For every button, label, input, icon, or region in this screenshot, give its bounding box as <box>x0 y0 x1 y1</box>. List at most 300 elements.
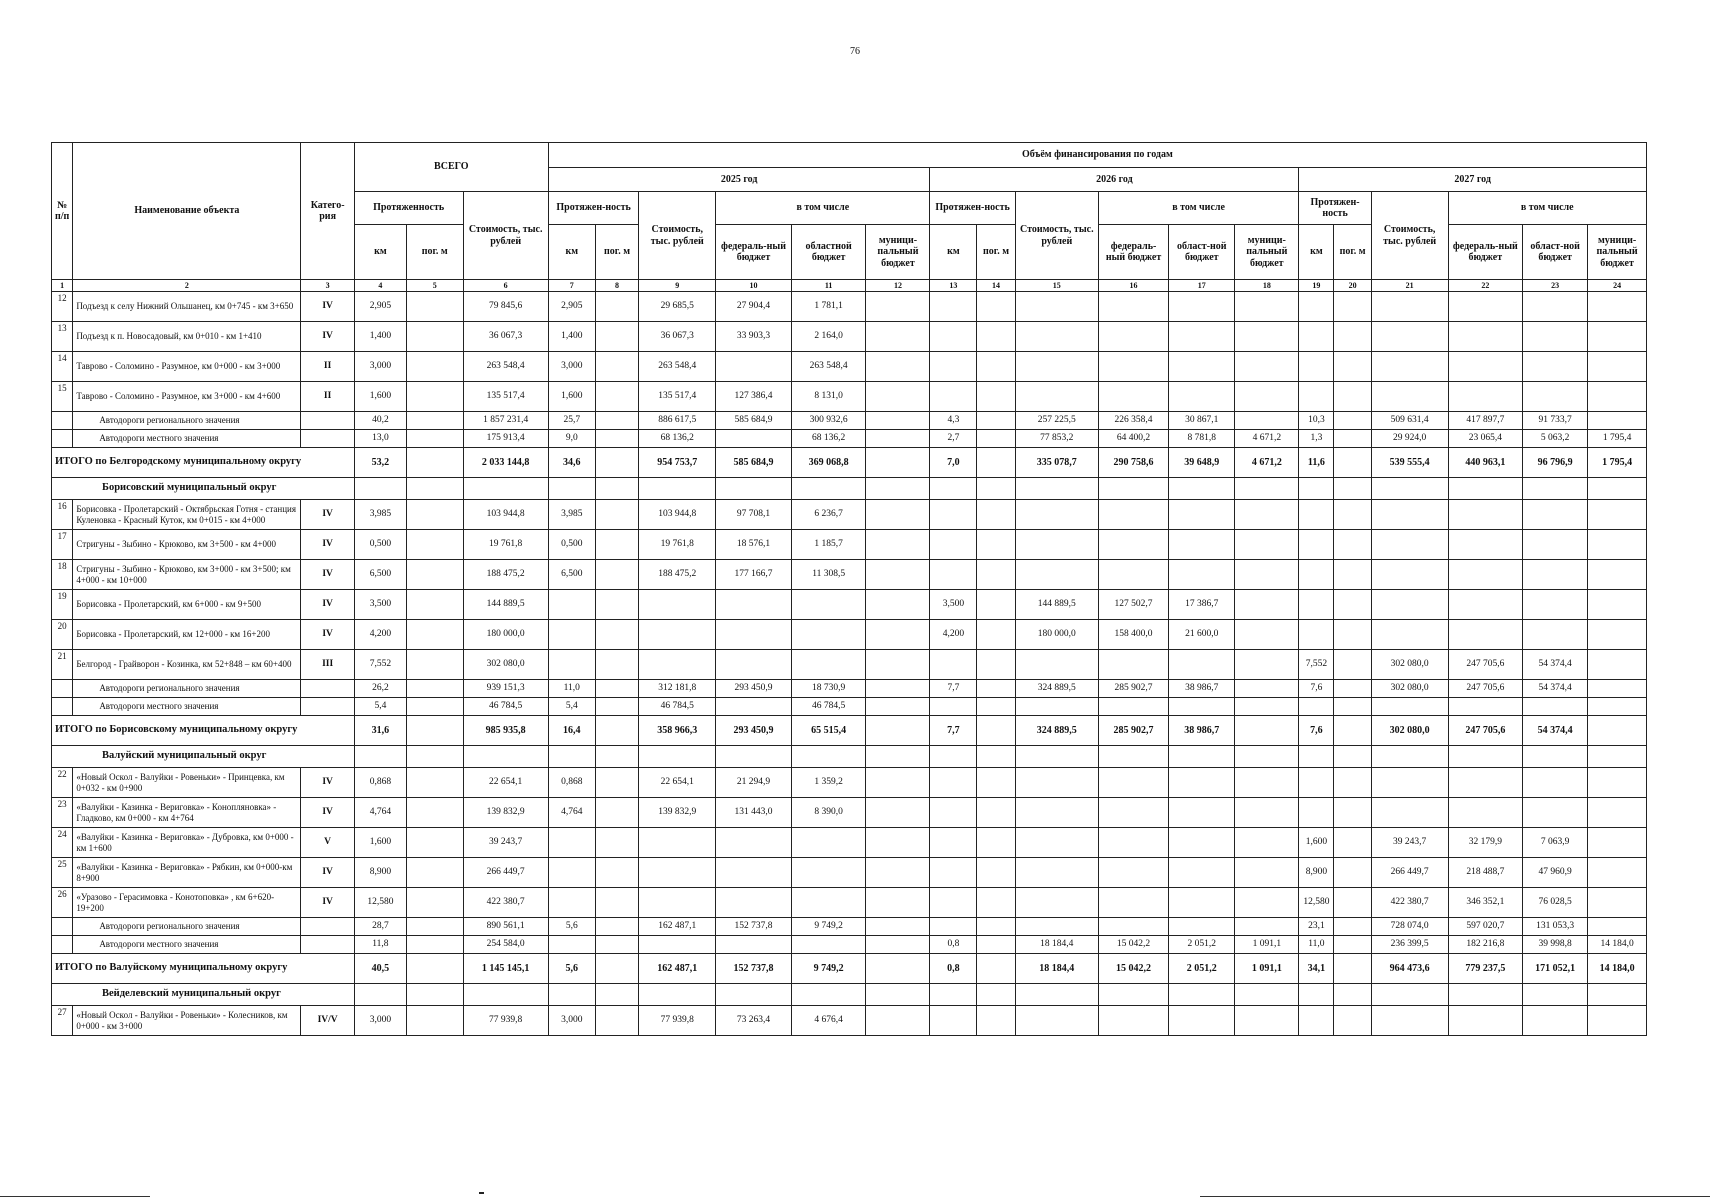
object-name: «Валуйки - Казинка - Вериговка» - Дубровка, км 0+000 - км 1+600 <box>73 828 301 858</box>
table-cell <box>1235 478 1299 500</box>
table-cell: 11,6 <box>1299 448 1334 478</box>
road-category: III <box>301 650 354 680</box>
table-cell: 2 051,2 <box>1169 954 1235 984</box>
table-cell <box>1448 322 1523 352</box>
table-cell <box>930 888 977 918</box>
table-cell <box>866 828 930 858</box>
table-cell <box>1098 560 1168 590</box>
table-cell <box>548 650 595 680</box>
table-cell: 18 576,1 <box>716 530 792 560</box>
table-cell <box>1169 650 1235 680</box>
table-cell: 7,7 <box>930 716 977 746</box>
table-cell: 422 380,7 <box>463 888 548 918</box>
table-cell: 14 184,0 <box>1588 936 1647 954</box>
table-body <box>52 292 1647 1036</box>
table-cell <box>1235 500 1299 530</box>
object-name: Автодороги регионального значения <box>73 680 301 698</box>
table-cell: 27 904,4 <box>716 292 792 322</box>
table-cell <box>1523 1006 1588 1036</box>
table-cell <box>1588 680 1647 698</box>
total-label: ИТОГО по Борисовскому муниципальному округу <box>52 716 355 746</box>
header-2026-length: Протяжен-ность <box>930 192 1015 225</box>
table-cell <box>595 1006 639 1036</box>
table-cell <box>1169 500 1235 530</box>
header-2026-pog-m: пог. м <box>977 225 1015 280</box>
table-cell <box>1588 560 1647 590</box>
table-cell <box>1588 412 1647 430</box>
table-cell <box>1169 322 1235 352</box>
table-cell: 21 294,9 <box>716 768 792 798</box>
table-row <box>52 828 1647 858</box>
table-cell <box>930 984 977 1006</box>
table-cell <box>407 798 464 828</box>
table-cell <box>1371 984 1448 1006</box>
table-row <box>52 560 1647 590</box>
table-cell <box>866 292 930 322</box>
table-cell: 1,400 <box>354 322 406 352</box>
table-cell <box>930 530 977 560</box>
table-cell <box>1015 698 1098 716</box>
table-cell: 8,900 <box>354 858 406 888</box>
table-cell <box>1334 698 1371 716</box>
object-name: Автодороги местного значения <box>73 698 301 716</box>
table-cell <box>716 746 792 768</box>
table-cell <box>1588 530 1647 560</box>
table-cell <box>1371 292 1448 322</box>
table-cell: 144 889,5 <box>1015 590 1098 620</box>
table-cell <box>1098 698 1168 716</box>
table-cell <box>1448 500 1523 530</box>
table-cell <box>866 530 930 560</box>
table-cell <box>595 448 639 478</box>
table-cell: 3,000 <box>354 1006 406 1036</box>
row-number: 19 <box>52 590 73 620</box>
table-cell <box>1371 382 1448 412</box>
object-name: Таврово - Соломино - Разумное, км 0+000 - км 3+000 <box>73 352 301 382</box>
table-cell <box>1169 746 1235 768</box>
header-total-pog-m: пог. м <box>407 225 464 280</box>
table-cell <box>1299 530 1334 560</box>
table-cell <box>930 746 977 768</box>
table-cell <box>1235 858 1299 888</box>
table-cell <box>1169 560 1235 590</box>
table-cell: 9,0 <box>548 430 595 448</box>
table-cell: 7,552 <box>1299 650 1334 680</box>
table-cell <box>595 478 639 500</box>
table-cell <box>1588 620 1647 650</box>
table-cell: 1 145 145,1 <box>463 954 548 984</box>
table-cell <box>1334 858 1371 888</box>
table-cell <box>595 500 639 530</box>
table-cell <box>1015 828 1098 858</box>
table-cell: 7,552 <box>354 650 406 680</box>
row-number <box>52 412 73 430</box>
table-cell <box>1015 746 1098 768</box>
table-cell: 302 080,0 <box>1371 716 1448 746</box>
column-number: 12 <box>866 280 930 292</box>
table-cell <box>1334 590 1371 620</box>
table-cell: 175 913,4 <box>463 430 548 448</box>
table-cell <box>977 292 1015 322</box>
table-cell <box>595 650 639 680</box>
column-number-row <box>52 280 1647 292</box>
object-name: Борисовка - Пролетарский - Октябрьская Готня - станция Куленовка - Красный Куток, км 0+015 - км 4+000 <box>73 500 301 530</box>
table-cell: 0,868 <box>548 768 595 798</box>
table-cell <box>1334 478 1371 500</box>
table-cell <box>407 448 464 478</box>
table-cell: 76 028,5 <box>1523 888 1588 918</box>
road-category: IV <box>301 530 354 560</box>
column-number: 11 <box>791 280 866 292</box>
table-cell: 369 068,8 <box>791 448 866 478</box>
row-number: 27 <box>52 1006 73 1036</box>
table-cell <box>595 798 639 828</box>
table-cell: 4,200 <box>930 620 977 650</box>
table-cell <box>866 448 930 478</box>
table-cell <box>1334 936 1371 954</box>
table-cell: 290 758,6 <box>1098 448 1168 478</box>
table-row <box>52 858 1647 888</box>
table-cell <box>1299 746 1334 768</box>
column-number: 8 <box>595 280 639 292</box>
table-cell: 34,6 <box>548 448 595 478</box>
table-cell <box>1334 560 1371 590</box>
table-cell: 3,000 <box>548 1006 595 1036</box>
object-name: Стригуны - Зыбино - Крюково, км 3+500 - км 4+000 <box>73 530 301 560</box>
table-cell <box>1098 322 1168 352</box>
table-cell <box>930 500 977 530</box>
column-number: 9 <box>639 280 716 292</box>
table-cell: 9 749,2 <box>791 918 866 936</box>
table-cell <box>1523 746 1588 768</box>
table-cell <box>1588 798 1647 828</box>
table-cell <box>639 858 716 888</box>
table-cell <box>1523 382 1588 412</box>
table-cell <box>1523 590 1588 620</box>
table-cell: 91 733,7 <box>1523 412 1588 430</box>
table-cell <box>1299 620 1334 650</box>
table-cell <box>1169 828 1235 858</box>
table-cell <box>595 746 639 768</box>
total-row <box>52 716 1647 746</box>
column-number: 13 <box>930 280 977 292</box>
table-cell <box>548 936 595 954</box>
table-cell <box>1334 768 1371 798</box>
table-cell <box>1098 768 1168 798</box>
table-cell <box>977 716 1015 746</box>
table-cell <box>595 954 639 984</box>
table-cell <box>977 746 1015 768</box>
header-2026-including: в том числе <box>1098 192 1298 225</box>
table-cell <box>1235 412 1299 430</box>
table-cell: 5,6 <box>548 954 595 984</box>
table-cell: 422 380,7 <box>1371 888 1448 918</box>
table-cell <box>1588 858 1647 888</box>
table-cell: 509 631,4 <box>1371 412 1448 430</box>
table-cell <box>1334 322 1371 352</box>
table-cell <box>1588 650 1647 680</box>
table-cell <box>1334 1006 1371 1036</box>
table-cell: 10,3 <box>1299 412 1334 430</box>
financing-table <box>51 142 1647 1036</box>
table-cell <box>1334 828 1371 858</box>
table-cell <box>407 918 464 936</box>
table-cell <box>1588 292 1647 322</box>
table-cell: 266 449,7 <box>463 858 548 888</box>
table-cell <box>866 500 930 530</box>
table-cell <box>407 858 464 888</box>
table-cell: 33 903,3 <box>716 322 792 352</box>
table-cell: 103 944,8 <box>639 500 716 530</box>
table-cell <box>1098 650 1168 680</box>
table-cell <box>1169 768 1235 798</box>
table-cell: 4,764 <box>354 798 406 828</box>
table-cell <box>791 858 866 888</box>
table-cell <box>407 382 464 412</box>
table-cell: 5,4 <box>548 698 595 716</box>
table-cell: 2,905 <box>548 292 595 322</box>
table-cell: 417 897,7 <box>1448 412 1523 430</box>
table-cell <box>1448 530 1523 560</box>
table-cell: 3,985 <box>354 500 406 530</box>
table-cell <box>1015 858 1098 888</box>
column-number: 4 <box>354 280 406 292</box>
column-number: 22 <box>1448 280 1523 292</box>
table-cell: 285 902,7 <box>1098 680 1168 698</box>
table-cell <box>595 560 639 590</box>
table-cell: 29 685,5 <box>639 292 716 322</box>
table-cell <box>463 478 548 500</box>
column-number: 3 <box>301 280 354 292</box>
table-cell <box>1235 698 1299 716</box>
table-cell <box>1523 500 1588 530</box>
table-cell: 7,6 <box>1299 716 1334 746</box>
table-cell <box>930 650 977 680</box>
header-2027-length: Протяжен-ность <box>1299 192 1371 225</box>
table-cell: 585 684,9 <box>716 448 792 478</box>
table-cell <box>716 650 792 680</box>
road-category <box>301 412 354 430</box>
table-cell <box>866 1006 930 1036</box>
table-cell: 1 795,4 <box>1588 448 1647 478</box>
table-cell: 68 136,2 <box>791 430 866 448</box>
table-cell <box>866 798 930 828</box>
table-cell <box>463 984 548 1006</box>
table-cell <box>791 984 866 1006</box>
table-cell <box>1169 352 1235 382</box>
table-cell <box>1334 530 1371 560</box>
table-cell: 17 386,7 <box>1169 590 1235 620</box>
table-cell <box>866 430 930 448</box>
table-cell: 15 042,2 <box>1098 954 1168 984</box>
table-cell <box>548 828 595 858</box>
district-header-row <box>52 984 1647 1006</box>
table-cell <box>354 746 406 768</box>
table-cell <box>1334 954 1371 984</box>
table-cell: 16,4 <box>548 716 595 746</box>
table-cell <box>1588 698 1647 716</box>
table-cell <box>595 984 639 1006</box>
table-cell <box>930 918 977 936</box>
table-cell <box>407 954 464 984</box>
table-cell <box>1448 478 1523 500</box>
page-number: 76 <box>850 46 860 57</box>
table-cell <box>595 698 639 716</box>
table-cell <box>1334 448 1371 478</box>
table-cell <box>1299 984 1334 1006</box>
table-cell <box>595 430 639 448</box>
table-cell <box>1235 382 1299 412</box>
table-cell: 47 960,9 <box>1523 858 1588 888</box>
table-cell: 0,8 <box>930 936 977 954</box>
table-cell: 728 074,0 <box>1371 918 1448 936</box>
table-cell <box>1334 292 1371 322</box>
table-cell: 324 889,5 <box>1015 716 1098 746</box>
table-cell: 18 730,9 <box>791 680 866 698</box>
header-2027-regional: област-ной бюджет <box>1523 225 1588 280</box>
total-row <box>52 954 1647 984</box>
table-cell: 1 795,4 <box>1588 430 1647 448</box>
table-cell: 8 390,0 <box>791 798 866 828</box>
table-cell <box>930 768 977 798</box>
table-cell <box>716 430 792 448</box>
object-name: Автодороги местного значения <box>73 430 301 448</box>
table-cell <box>1169 382 1235 412</box>
table-cell <box>1015 560 1098 590</box>
road-category: IV <box>301 858 354 888</box>
table-cell: 68 136,2 <box>639 430 716 448</box>
table-cell <box>1169 478 1235 500</box>
table-cell <box>1588 322 1647 352</box>
table-cell: 14 184,0 <box>1588 954 1647 984</box>
table-cell <box>1015 918 1098 936</box>
table-cell <box>930 698 977 716</box>
table-cell <box>1299 768 1334 798</box>
table-cell <box>866 698 930 716</box>
table-cell: 7 063,9 <box>1523 828 1588 858</box>
road-category: IV <box>301 292 354 322</box>
table-cell <box>1299 698 1334 716</box>
table-cell <box>977 1006 1015 1036</box>
row-number: 24 <box>52 828 73 858</box>
row-number: 18 <box>52 560 73 590</box>
header-funding: Объём финансирования по годам <box>548 143 1646 168</box>
table-cell <box>595 620 639 650</box>
table-cell <box>407 590 464 620</box>
table-cell: 127 502,7 <box>1098 590 1168 620</box>
table-cell <box>1098 1006 1168 1036</box>
table-cell: 5 063,2 <box>1523 430 1588 448</box>
table-cell <box>1098 858 1168 888</box>
header-2026-regional: област-ной бюджет <box>1169 225 1235 280</box>
table-cell <box>1334 680 1371 698</box>
header-2025-km: км <box>548 225 595 280</box>
row-number <box>52 936 73 954</box>
table-cell: 1 359,2 <box>791 768 866 798</box>
road-category: IV <box>301 888 354 918</box>
table-cell <box>1448 746 1523 768</box>
table-cell: 263 548,4 <box>463 352 548 382</box>
road-category: IV <box>301 590 354 620</box>
table-row <box>52 768 1647 798</box>
road-category: II <box>301 352 354 382</box>
table-cell <box>1299 590 1334 620</box>
table-cell: 54 374,4 <box>1523 680 1588 698</box>
subtotal-row <box>52 412 1647 430</box>
table-cell <box>866 984 930 1006</box>
table-cell: 1,600 <box>1299 828 1334 858</box>
row-number <box>52 680 73 698</box>
table-cell <box>977 858 1015 888</box>
table-cell: 22 654,1 <box>463 768 548 798</box>
table-cell <box>354 478 406 500</box>
table-cell <box>407 698 464 716</box>
column-number: 5 <box>407 280 464 292</box>
table-cell <box>1235 984 1299 1006</box>
table-cell <box>977 620 1015 650</box>
total-label: ИТОГО по Белгородскому муниципальному округу <box>52 448 355 478</box>
subtotal-row <box>52 430 1647 448</box>
table-cell: 38 986,7 <box>1169 716 1235 746</box>
header-2027-municipal: муници-пальный бюджет <box>1588 225 1647 280</box>
table-cell <box>716 828 792 858</box>
table-cell: 0,500 <box>354 530 406 560</box>
table-cell <box>866 412 930 430</box>
road-category: IV <box>301 500 354 530</box>
table-cell: 779 237,5 <box>1448 954 1523 984</box>
table-cell <box>1235 888 1299 918</box>
table-cell <box>791 650 866 680</box>
table-cell <box>791 620 866 650</box>
road-category: IV <box>301 322 354 352</box>
table-cell <box>1015 1006 1098 1036</box>
table-cell <box>1523 478 1588 500</box>
table-cell <box>639 936 716 954</box>
table-cell: 5,4 <box>354 698 406 716</box>
row-number: 20 <box>52 620 73 650</box>
road-category: IV/V <box>301 1006 354 1036</box>
table-cell <box>1015 768 1098 798</box>
table-cell: 11,0 <box>1299 936 1334 954</box>
table-cell: 30 867,1 <box>1169 412 1235 430</box>
header-category: Катего-рия <box>301 143 354 280</box>
table-cell <box>977 500 1015 530</box>
table-cell <box>595 936 639 954</box>
table-cell <box>407 888 464 918</box>
footer-dash <box>479 1192 484 1194</box>
table-cell: 985 935,8 <box>463 716 548 746</box>
table-cell <box>595 716 639 746</box>
table-cell: 1,600 <box>354 382 406 412</box>
table-cell <box>866 352 930 382</box>
column-number: 20 <box>1334 280 1371 292</box>
table-cell <box>1015 888 1098 918</box>
table-cell <box>595 322 639 352</box>
table-cell: 15 042,2 <box>1098 936 1168 954</box>
table-cell <box>1588 746 1647 768</box>
table-cell <box>866 560 930 590</box>
column-number: 19 <box>1299 280 1334 292</box>
column-number: 21 <box>1371 280 1448 292</box>
table-row <box>52 798 1647 828</box>
table-cell <box>1098 382 1168 412</box>
table-cell: 46 784,5 <box>791 698 866 716</box>
header-year-2025: 2025 год <box>548 168 930 192</box>
row-number: 26 <box>52 888 73 918</box>
table-cell <box>716 984 792 1006</box>
table-cell: 182 216,8 <box>1448 936 1523 954</box>
table-cell: 53,2 <box>354 448 406 478</box>
